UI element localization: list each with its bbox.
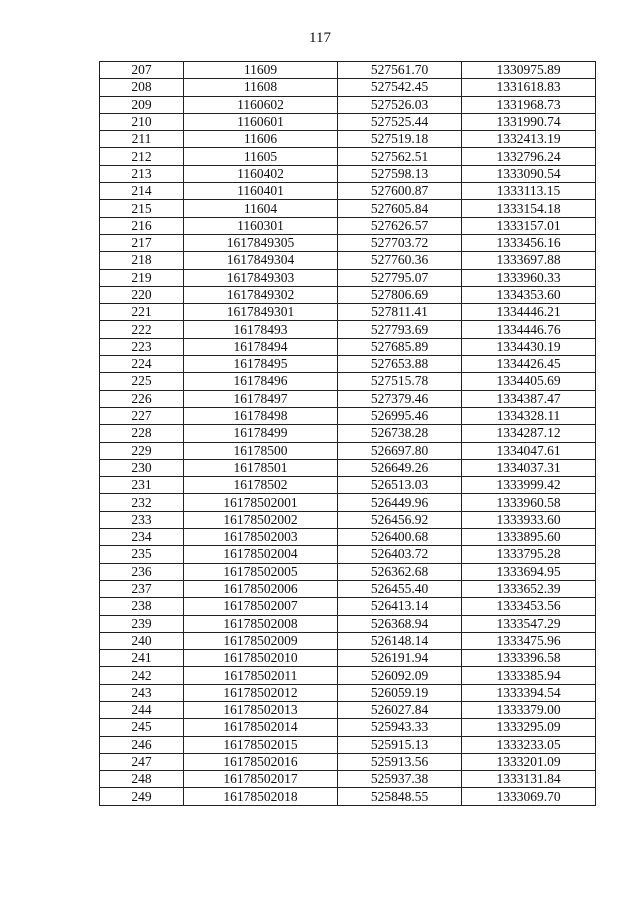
row-number-cell: 222 [100,321,184,338]
y-coordinate-cell: 1334287.12 [462,425,596,442]
x-coordinate-cell: 526148.14 [338,632,462,649]
point-id-cell: 16178501 [184,459,338,476]
row-number-cell: 247 [100,753,184,770]
point-id-cell: 16178493 [184,321,338,338]
point-id-cell: 1160402 [184,165,338,182]
table-row [100,217,596,234]
row-number-cell: 243 [100,684,184,701]
x-coordinate-cell: 525915.13 [338,736,462,753]
table-row [100,234,596,251]
x-coordinate-cell: 526362.68 [338,563,462,580]
y-coordinate-cell: 1333385.94 [462,667,596,684]
coordinates-table-body [100,62,596,806]
x-coordinate-cell: 525848.55 [338,788,462,805]
row-number-cell: 229 [100,442,184,459]
table-row [100,477,596,494]
table-row [100,425,596,442]
y-coordinate-cell: 1333453.56 [462,598,596,615]
y-coordinate-cell: 1333233.05 [462,736,596,753]
point-id-cell: 16178502004 [184,546,338,563]
x-coordinate-cell: 527561.70 [338,62,462,79]
table-row [100,442,596,459]
row-number-cell: 207 [100,62,184,79]
x-coordinate-cell: 526059.19 [338,684,462,701]
y-coordinate-cell: 1333933.60 [462,511,596,528]
point-id-cell: 1617849304 [184,252,338,269]
point-id-cell: 16178502003 [184,529,338,546]
y-coordinate-cell: 1333960.33 [462,269,596,286]
row-number-cell: 228 [100,425,184,442]
point-id-cell: 16178502 [184,477,338,494]
row-number-cell: 211 [100,131,184,148]
row-number-cell: 237 [100,580,184,597]
y-coordinate-cell: 1330975.89 [462,62,596,79]
point-id-cell: 16178502006 [184,580,338,597]
row-number-cell: 225 [100,373,184,390]
y-coordinate-cell: 1333157.01 [462,217,596,234]
table-row [100,753,596,770]
x-coordinate-cell: 525943.33 [338,719,462,736]
row-number-cell: 246 [100,736,184,753]
row-number-cell: 213 [100,165,184,182]
table-row [100,131,596,148]
row-number-cell: 235 [100,546,184,563]
x-coordinate-cell: 527605.84 [338,200,462,217]
x-coordinate-cell: 527525.44 [338,113,462,130]
row-number-cell: 245 [100,719,184,736]
x-coordinate-cell: 526449.96 [338,494,462,511]
table-row [100,701,596,718]
table-row [100,615,596,632]
y-coordinate-cell: 1332413.19 [462,131,596,148]
y-coordinate-cell: 1333379.00 [462,701,596,718]
point-id-cell: 16178502001 [184,494,338,511]
table-row [100,79,596,96]
row-number-cell: 219 [100,269,184,286]
x-coordinate-cell: 526400.68 [338,529,462,546]
x-coordinate-cell: 527685.89 [338,338,462,355]
x-coordinate-cell: 526191.94 [338,650,462,667]
x-coordinate-cell: 526649.26 [338,459,462,476]
y-coordinate-cell: 1333131.84 [462,771,596,788]
row-number-cell: 220 [100,286,184,303]
y-coordinate-cell: 1334446.21 [462,304,596,321]
point-id-cell: 16178499 [184,425,338,442]
y-coordinate-cell: 1334037.31 [462,459,596,476]
table-row [100,62,596,79]
y-coordinate-cell: 1333201.09 [462,753,596,770]
y-coordinate-cell: 1334426.45 [462,356,596,373]
table-row [100,771,596,788]
x-coordinate-cell: 526697.80 [338,442,462,459]
row-number-cell: 240 [100,632,184,649]
y-coordinate-cell: 1331968.73 [462,96,596,113]
point-id-cell: 16178495 [184,356,338,373]
row-number-cell: 210 [100,113,184,130]
x-coordinate-cell: 526513.03 [338,477,462,494]
row-number-cell: 221 [100,304,184,321]
table-row [100,407,596,424]
x-coordinate-cell: 527542.45 [338,79,462,96]
y-coordinate-cell: 1333394.54 [462,684,596,701]
y-coordinate-cell: 1334047.61 [462,442,596,459]
y-coordinate-cell: 1332796.24 [462,148,596,165]
point-id-cell: 1160301 [184,217,338,234]
x-coordinate-cell: 525937.38 [338,771,462,788]
point-id-cell: 16178502002 [184,511,338,528]
point-id-cell: 16178494 [184,338,338,355]
row-number-cell: 223 [100,338,184,355]
point-id-cell: 11609 [184,62,338,79]
table-row [100,580,596,597]
table-row [100,269,596,286]
y-coordinate-cell: 1333697.88 [462,252,596,269]
x-coordinate-cell: 526368.94 [338,615,462,632]
point-id-cell: 16178502011 [184,667,338,684]
y-coordinate-cell: 1334328.11 [462,407,596,424]
row-number-cell: 244 [100,701,184,718]
row-number-cell: 227 [100,407,184,424]
point-id-cell: 16178502014 [184,719,338,736]
x-coordinate-cell: 526995.46 [338,407,462,424]
table-row [100,667,596,684]
x-coordinate-cell: 527703.72 [338,234,462,251]
row-number-cell: 241 [100,650,184,667]
y-coordinate-cell: 1333069.70 [462,788,596,805]
row-number-cell: 248 [100,771,184,788]
point-id-cell: 1160401 [184,183,338,200]
y-coordinate-cell: 1334405.69 [462,373,596,390]
row-number-cell: 212 [100,148,184,165]
point-id-cell: 16178498 [184,407,338,424]
point-id-cell: 1160601 [184,113,338,130]
y-coordinate-cell: 1333456.16 [462,234,596,251]
point-id-cell: 16178502018 [184,788,338,805]
point-id-cell: 11605 [184,148,338,165]
table-row [100,736,596,753]
table-row [100,304,596,321]
x-coordinate-cell: 526738.28 [338,425,462,442]
table-row [100,494,596,511]
x-coordinate-cell: 526092.09 [338,667,462,684]
y-coordinate-cell: 1333090.54 [462,165,596,182]
row-number-cell: 232 [100,494,184,511]
x-coordinate-cell: 527793.69 [338,321,462,338]
point-id-cell: 16178502017 [184,771,338,788]
x-coordinate-cell: 527562.51 [338,148,462,165]
row-number-cell: 217 [100,234,184,251]
table-row [100,684,596,701]
row-number-cell: 218 [100,252,184,269]
y-coordinate-cell: 1333547.29 [462,615,596,632]
point-id-cell: 16178496 [184,373,338,390]
point-id-cell: 16178497 [184,390,338,407]
table-row [100,165,596,182]
table-row [100,529,596,546]
y-coordinate-cell: 1333895.60 [462,529,596,546]
point-id-cell: 1617849301 [184,304,338,321]
y-coordinate-cell: 1333960.58 [462,494,596,511]
point-id-cell: 1617849302 [184,286,338,303]
x-coordinate-cell: 527806.69 [338,286,462,303]
row-number-cell: 208 [100,79,184,96]
table-row [100,338,596,355]
point-id-cell: 16178502008 [184,615,338,632]
y-coordinate-cell: 1333396.58 [462,650,596,667]
table-row [100,719,596,736]
point-id-cell: 11604 [184,200,338,217]
table-row [100,356,596,373]
point-id-cell: 16178502007 [184,598,338,615]
table-row [100,113,596,130]
x-coordinate-cell: 527653.88 [338,356,462,373]
x-coordinate-cell: 527795.07 [338,269,462,286]
x-coordinate-cell: 527760.36 [338,252,462,269]
table-row [100,390,596,407]
x-coordinate-cell: 527598.13 [338,165,462,182]
x-coordinate-cell: 526027.84 [338,701,462,718]
table-row [100,632,596,649]
table-row [100,183,596,200]
row-number-cell: 226 [100,390,184,407]
x-coordinate-cell: 526413.14 [338,598,462,615]
coordinates-table [99,61,596,806]
x-coordinate-cell: 526456.92 [338,511,462,528]
y-coordinate-cell: 1334353.60 [462,286,596,303]
table-row [100,148,596,165]
row-number-cell: 209 [100,96,184,113]
row-number-cell: 230 [100,459,184,476]
y-coordinate-cell: 1333652.39 [462,580,596,597]
row-number-cell: 224 [100,356,184,373]
point-id-cell: 1617849303 [184,269,338,286]
table-row [100,373,596,390]
point-id-cell: 16178502016 [184,753,338,770]
point-id-cell: 11606 [184,131,338,148]
y-coordinate-cell: 1331990.74 [462,113,596,130]
x-coordinate-cell: 527379.46 [338,390,462,407]
y-coordinate-cell: 1333795.28 [462,546,596,563]
table-row [100,321,596,338]
row-number-cell: 231 [100,477,184,494]
table-row [100,598,596,615]
x-coordinate-cell: 527526.03 [338,96,462,113]
table-row [100,650,596,667]
table-row [100,252,596,269]
x-coordinate-cell: 526403.72 [338,546,462,563]
x-coordinate-cell: 525913.56 [338,753,462,770]
y-coordinate-cell: 1334430.19 [462,338,596,355]
table-row [100,96,596,113]
row-number-cell: 233 [100,511,184,528]
page-number: 117 [309,30,331,46]
point-id-cell: 16178500 [184,442,338,459]
table-row [100,286,596,303]
y-coordinate-cell: 1334446.76 [462,321,596,338]
point-id-cell: 1617849305 [184,234,338,251]
row-number-cell: 249 [100,788,184,805]
row-number-cell: 214 [100,183,184,200]
row-number-cell: 216 [100,217,184,234]
point-id-cell: 16178502013 [184,701,338,718]
row-number-cell: 239 [100,615,184,632]
y-coordinate-cell: 1334387.47 [462,390,596,407]
x-coordinate-cell: 527626.57 [338,217,462,234]
table-row [100,788,596,805]
point-id-cell: 16178502005 [184,563,338,580]
y-coordinate-cell: 1333694.95 [462,563,596,580]
row-number-cell: 236 [100,563,184,580]
point-id-cell: 16178502010 [184,650,338,667]
table-row [100,563,596,580]
table-row [100,200,596,217]
y-coordinate-cell: 1333154.18 [462,200,596,217]
row-number-cell: 242 [100,667,184,684]
x-coordinate-cell: 527519.18 [338,131,462,148]
table-row [100,459,596,476]
point-id-cell: 16178502015 [184,736,338,753]
point-id-cell: 16178502012 [184,684,338,701]
y-coordinate-cell: 1333295.09 [462,719,596,736]
row-number-cell: 215 [100,200,184,217]
y-coordinate-cell: 1333113.15 [462,183,596,200]
x-coordinate-cell: 527515.78 [338,373,462,390]
point-id-cell: 1160602 [184,96,338,113]
x-coordinate-cell: 527811.41 [338,304,462,321]
point-id-cell: 11608 [184,79,338,96]
table-row [100,511,596,528]
y-coordinate-cell: 1333475.96 [462,632,596,649]
point-id-cell: 16178502009 [184,632,338,649]
x-coordinate-cell: 526455.40 [338,580,462,597]
table-row [100,546,596,563]
row-number-cell: 238 [100,598,184,615]
y-coordinate-cell: 1331618.83 [462,79,596,96]
row-number-cell: 234 [100,529,184,546]
x-coordinate-cell: 527600.87 [338,183,462,200]
y-coordinate-cell: 1333999.42 [462,477,596,494]
